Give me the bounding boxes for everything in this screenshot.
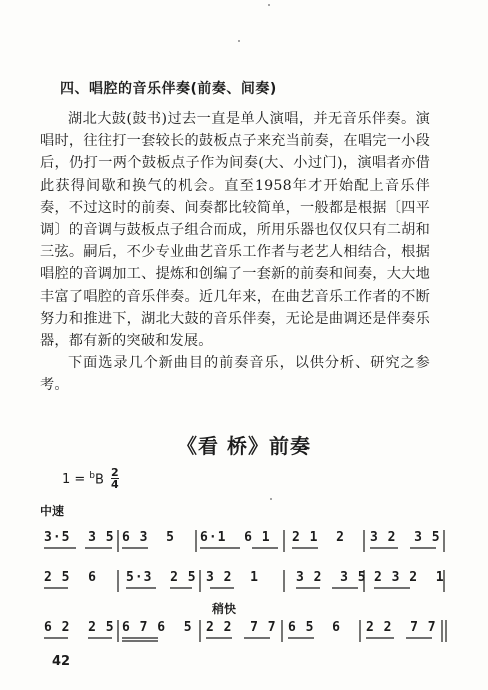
staff-1-measure-3: 6·1 6 1 (200, 530, 271, 545)
staff-1-measure-2: 6 3 5 (122, 530, 175, 545)
staff-2-measure-2: 5·3 2 5 (126, 570, 197, 585)
print-speck (238, 40, 240, 42)
staff-1-measure-4: 2 1 2 (292, 530, 345, 545)
staff-3-measure-3: 2 2 7 7 (206, 620, 277, 635)
paragraph-2: 下面选录几个新曲目的前奏音乐，以供分析、研究之参考。 (40, 355, 430, 394)
jianpu-staff-3 (40, 620, 438, 646)
paragraph-1: 湖北大鼓(鼓书)过去一直是单人演唱，并无音乐伴奏。演唱时，往往打一套较长的鼓板点子来充当前奏，在唱完一小段后，仍打一两个鼓板点子作为间奏(大、小过门)，演唱者亦借此获得间歇和换气的机会。直至1958年才开始配上音乐伴奏，不过这时的前奏、间奏都比较简单，一般都是根据〔四平调〕的音调与鼓板点子组合而成，所用乐器也仅仅只有二胡和三弦。嗣后，不少专业曲艺音乐工作者与老艺人相结合，根据唱腔的音调加工、提炼和创编了一套新的前奏和间奏，大大地丰富了唱腔的音乐伴奏。近几年来，在曲艺音乐工作者的不断努力和推进下，湖北大鼓的音乐伴奏，无论是曲调还是伴奏乐器，都有新的突破和发展。 (40, 111, 430, 350)
staff-2-measure-3: 3 2 1 (206, 570, 259, 585)
staff-2-measure-1: 2 5 6 (44, 570, 97, 585)
time-beats: 2 (110, 466, 119, 479)
staff-3-measure-5: 2 2 7 7 (366, 620, 437, 635)
piece-title: 《看 桥》前奏 (177, 434, 311, 458)
staff-3-measure-1: 6 2 2 5 (44, 620, 115, 635)
print-speck (270, 498, 272, 500)
time-signature (111, 468, 119, 490)
key-prefix: 1 = (62, 471, 86, 487)
jianpu-staff-1 (40, 530, 441, 556)
section-heading: 四、唱腔的音乐伴奏(前奏、间奏) (60, 81, 277, 97)
staff-3-measure-4: 6 5 6 (288, 620, 341, 635)
print-speck (268, 4, 270, 6)
flat-sign: b (89, 470, 96, 481)
tempo-marking: 中速 (40, 504, 65, 518)
jianpu-staff-2 (40, 570, 445, 596)
key-signature (62, 464, 119, 494)
staff-2-measure-5: 2 3 2 1 (374, 570, 445, 585)
staff-3-measure-2: 6 7 6 5 (122, 620, 193, 635)
page-number: 42 (52, 654, 71, 669)
staff-2-measure-4: 3 2 3 5 (296, 570, 367, 585)
tempo-marking-faster: 稍快 (212, 602, 237, 616)
key-tonic: B (95, 472, 104, 488)
body-text (40, 108, 430, 397)
staff-1-measure-5: 3 2 3 5 (370, 530, 441, 545)
time-unit: 4 (110, 478, 119, 491)
staff-1-measure-1: 3·5 3 5 (44, 530, 115, 545)
